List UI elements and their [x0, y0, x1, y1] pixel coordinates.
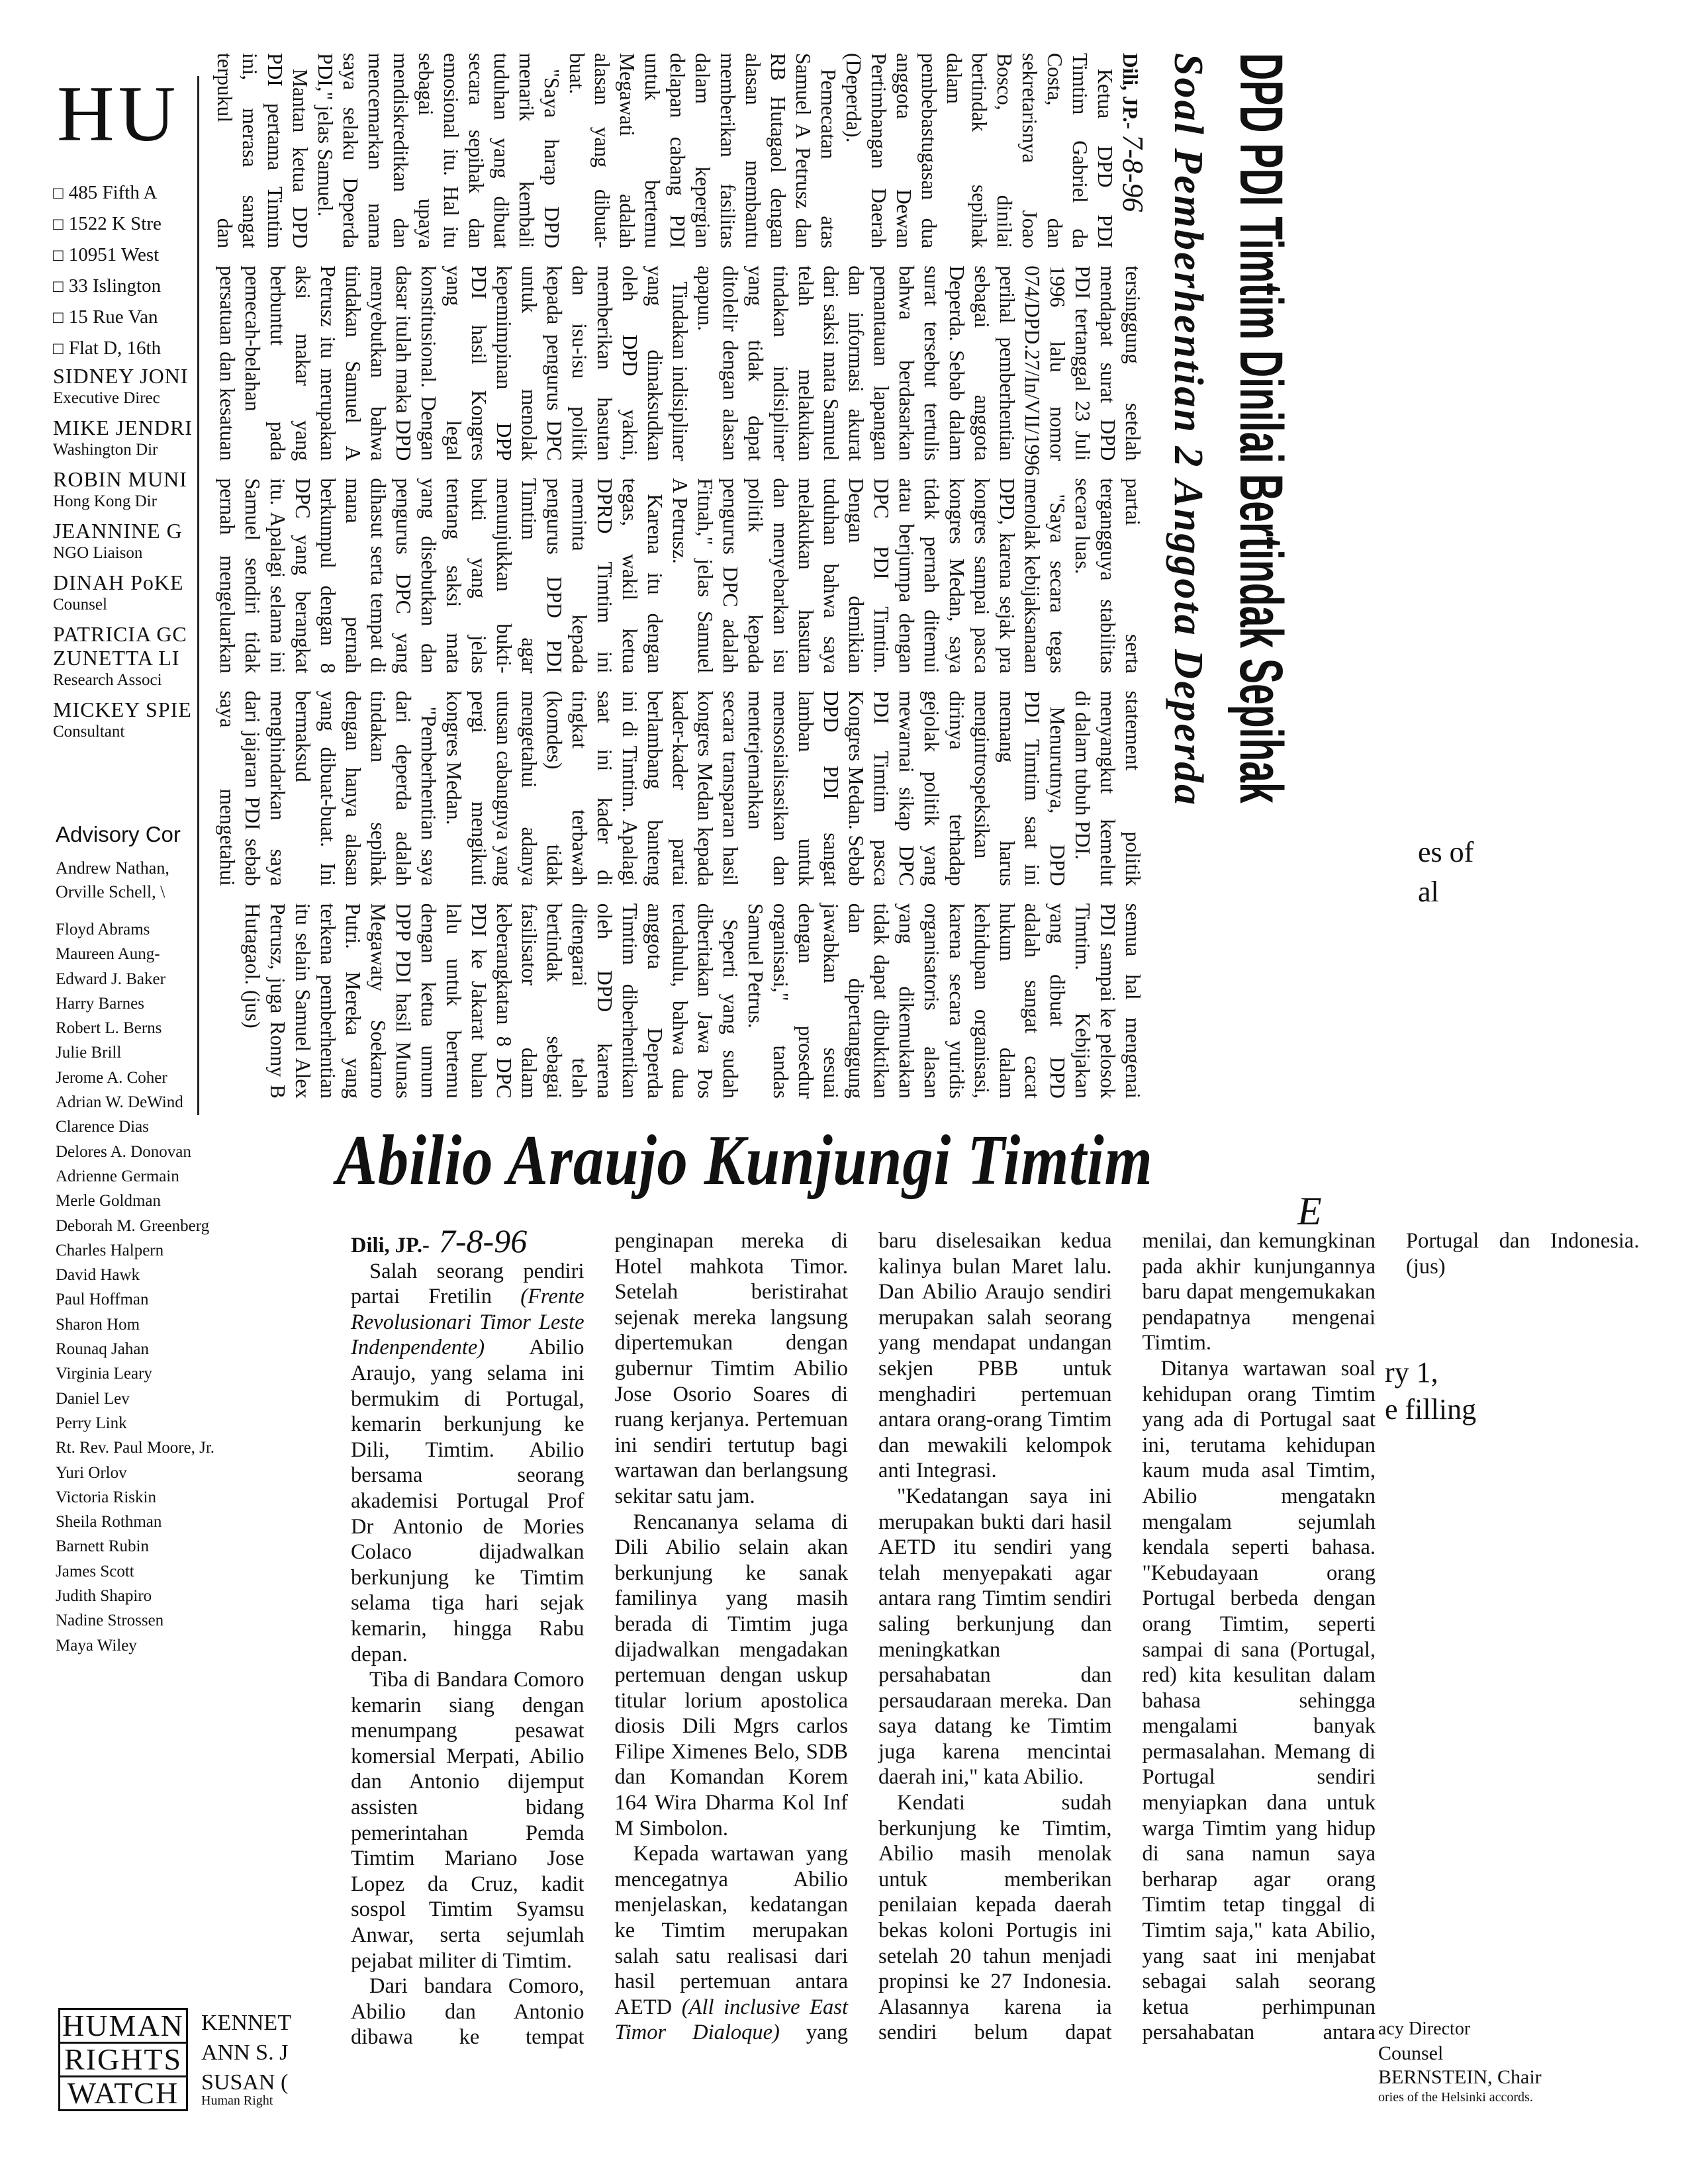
top-article-headline: DPD PDI Timtim Dinilai Bertindak Sepihak — [1227, 53, 1295, 803]
paragraph: "Saya secara tegas menolak kebijaksanaan DPD, karena sejak pra kongres sampai pasca kongres Medan, saya tidak pernah ditemui atau berjumpa dengan DPC PDI Timtim. Dengan demikian tuduhan bahwa saya melakukan hasutan dan menyebarkan isu politik kepada pengurus DPC adalah Fitnah," jelas Samuel A Petrusz. — [669, 478, 1069, 674]
footer-names — [201, 2008, 302, 2097]
staff-name: MIKE JENDRI — [53, 416, 193, 439]
paragraph: "Saya harap DPD menarik kembali tuduhan yang dibuat secara sepihak dan emosional itu. Hal itu sebagai upaya mendiskreditkan dan mencemarkan nama saya selaku Deperda PDI," jelas Samuel. — [314, 53, 563, 249]
top-article-clipping — [205, 53, 1443, 1145]
address-line: □ 15 Rue Van — [53, 302, 200, 333]
paragraph: Tiba di Bandara Comoro kemarin siang dengan menumpang pesawat komersial Merpati, Abilio dan Antonio dijemput assisten bidang pemerintahan Pemda Timtim Mariano Jose Lopez da Cruz, kadit sospol Timtim Syamsu Anwar, serta sejumlah pejabat militer di Timtim. — [351, 1668, 585, 1973]
paragraph: Mantan ketua DPD PDI pertama Timtim ini, merasa sangat terpukul dan tersinggung setelah mendapat surat DPD PDI tertanggal 23 Juli 1996 lalu nomor 074/DPD.27/In/VII/1996 perihal pemberhentian sebagai anggota Deperda. Sebab dalam surat tersebut tertulis bahwa berdasarkan pemantauan lapangan dan informasi akurat dari saksi mata Samuel telah melakukan tindakan indisipliner yang tidak dapat ditolelir dengan alasan apapun. — [213, 53, 1145, 476]
footer-right-fragment: acy Director — [1378, 2019, 1471, 2039]
advisory-name: Barnett Rubin — [56, 1537, 149, 1556]
paragraph: Dari bandara Comoro, Abilio dan Antonio dibawa ke tempat penginapan mereka di Hotel mahkota Timor. Setelah beristirahat sejenak mereka langsung dipertemukan dengan gubernur Timtim Abilio Jose Osorio Soares di ruang kerjanya. Pertemuan ini sendiri tertutup bagi wartawan dan berlangsung sekitar satu jam. — [351, 1229, 848, 2050]
advisory-name: Adrian W. DeWind — [56, 1093, 183, 1112]
staff-name: ZUNETTA LI — [53, 646, 180, 670]
paragraph: Rencananya selama di Dili Abilio selain akan berkunjung ke sanak familinya yang masih berada di Timtim juga dijadwalkan mengadakan pertemuan dengan uskup titular lorium apostolica diosis Dili Mgrs carlos Filipe Ximenes Belo, SDB dan Komandan Korem 164 Wira Dharma Kol Inf M Simbolon. — [614, 1510, 848, 1841]
logo-line: WATCH — [58, 2075, 188, 2111]
advisory-name: Rounaq Jahan — [56, 1340, 149, 1359]
staff-title: NGO Liaison — [53, 544, 143, 562]
address-line: □ 485 Fifth A — [53, 177, 200, 208]
staff-title: Executive Direc — [53, 389, 160, 407]
advisory-name: Yuri Orlov — [56, 1463, 127, 1482]
paragraph: Menurutnya, DPD PDI Timtim saat ini memang harus mengintrospeksikan dirinya terhadap gejolak politik yang mewarnai sikap DPC PDI Timtim pasca Kongres Medan. Sebab DPD PDI sangat lamban untuk mensosialisasikan dan menterjemahkan secara transparan hasil kongres Medan kepada kader-kader partai berlambang banteng ini di Timtim. Apalagi saat ini kader di tingkat terbawah (komdes) tidak mengetahui adanya utusan cabangnya yang pergi mengikuti kongres Medan. — [442, 690, 1069, 886]
letterhead-fragment: es of — [1418, 836, 1474, 868]
top-article-body — [212, 53, 1149, 1099]
staff-name: SIDNEY JONI — [53, 364, 189, 388]
footer-name: KENNET — [201, 2011, 291, 2035]
advisory-name: Sharon Hom — [56, 1315, 140, 1334]
advisory-top-list — [56, 856, 200, 904]
staff-name: ROBIN MUNI — [53, 467, 187, 491]
hrw-logo — [58, 2008, 188, 2109]
staff-name: JEANNINE G — [53, 519, 183, 543]
bottom-article-title: Abilio Araujo Kunjungi Timtim — [336, 1121, 1153, 1200]
handwritten-date: 7-8-96 — [1117, 134, 1149, 212]
advisory-name: Judith Shapiro — [56, 1587, 152, 1606]
advisory-name: James Scott — [56, 1562, 134, 1580]
address-line: □ 33 Islington — [53, 271, 200, 302]
advisory-name: Floyd Abrams — [56, 921, 150, 938]
advisory-name: Maya Wiley — [56, 1636, 137, 1655]
footer-name: ANN S. J — [201, 2040, 289, 2065]
advisory-heading: Advisory Cor — [56, 822, 181, 846]
logo-line: RIGHTS — [58, 2042, 188, 2077]
address-line: □ Flat D, 16th — [53, 333, 200, 364]
address-line: □ 1522 K Stre — [53, 208, 200, 240]
advisory-name: Charles Halpern — [56, 1241, 164, 1259]
staff-title: Research Associ — [53, 671, 162, 689]
footer-right-fragment: BERNSTEIN, Chair — [1378, 2066, 1542, 2088]
advisory-name: Maureen Aung- — [56, 945, 160, 964]
advisory-name: Daniel Lev — [56, 1389, 130, 1408]
advisory-name: Clarence Dias — [56, 1118, 149, 1136]
paragraph: Pemecatan atas Samuel A Petrusz dan RB Hutagaol dengan alasan membantu memberikan fasilitas dalam kepergian delapan cabang PDI untuk bertemu Megawati adalah alasan yang dibuat-buat. — [565, 53, 840, 249]
staff-title: Hong Kong Dir — [53, 492, 157, 510]
advisory-name: Jerome A. Coher — [56, 1068, 167, 1087]
advisory-name: Paul Hoffman — [56, 1291, 149, 1309]
staff-list — [53, 364, 200, 749]
bottom-article-dateline: Dili, JP.- — [351, 1234, 430, 1257]
top-article-subheadline: Soal Pemberhentian 2 Anggota Deperda — [1166, 53, 1211, 807]
advisory-name: Robert L. Berns — [56, 1019, 162, 1038]
advisory-name: David Hawk — [56, 1266, 140, 1285]
footer-name: SUSAN ( — [201, 2070, 289, 2095]
paragraph: Karena itu dengan tegas, wakil ketua DPRD Timtim ini meminta kepada pengurus DPD PDI Timtim agar menunjukkan bukti-bukti yang jelas tentang saksi mata yang disebutkan dan pengurus DPC yang dihasut serta tempat di mana pernah berkumpul dengan 8 DPC yang berangkat itu. Apalagi selama ini Samuel sendiri tidak pernah mengeluarkan statement politik menyangkut kemelut di dalam tubuh PDI. — [216, 478, 1145, 886]
paragraph: Tindakan indisipliner yang dimaksudkan oleh DPD yakni, memberikan hasutan dan isu-isu politik kepada pengurus DPC untuk menolak kepemimpinan DPP PDI hasil Kongres yang legal konstitusional. Dengan dasar itulah maka DPD menyebutkan bahwa tindakan Samuel A Petrusz itu merupakan aksi makar yang berbuntut pada pemecah-belahan persatuan dan kesatuan partai serta tergangguya stabilitas secara luas. — [216, 265, 1145, 674]
advisory-name: Edward J. Baker — [56, 970, 165, 988]
letterhead-fragment: e filling — [1385, 1393, 1477, 1426]
advisory-name: Sheila Rothman — [56, 1513, 162, 1531]
staff-title: Counsel — [53, 596, 107, 614]
paragraph: Ditanya wartawan soal kehidupan orang Timtim yang ada di Portugal saat ini, terutama kehidupan kaum muda asal Timtim, Abilio mengatakn mengalam sejumlah kendala seperti bahasa. "Kebudayaan orang Portugal berbeda dengan orang Timtim, seperti sampai di sana (Portugal, red) kita kesulitan dalam bahasa sehingga mengalami banyak permasalahan. Memang di Portugal sendiri menyiapkan dana untuk warga Timtim yang hidup di sana namun saya berharap agar orang Timtim tetap tinggal di Timtim saja," kata Abilio, yang saat ini menjabat sebagai salah seorang ketua perhimpunan persahabatan antara Portugal dan Indonesia. (jus) — [1142, 1229, 1640, 2045]
org-name-fragment: HU — [57, 69, 180, 158]
advisory-name: Rt. Rev. Paul Moore, Jr. — [56, 1439, 215, 1457]
paragraph: Ketua DPD PDI Timtim Gabriel da Costa, dan sekretarisnya Joao Bosco, dinilai bertindak sepihak dalam pembebastugasan dua anggota Dewan Pertimbangan Daerah (Deperda). — [842, 53, 1117, 249]
staff-title: Washington Dir — [53, 441, 158, 459]
paragraph: Kepada wartawan yang mencegatnya Abilio menjelaskan, kedatangan ke Timtim merupakan salah satu realisasi dari hasil pertemuan antara AETD (All inclusive East Timor Dialoque) yang baru diselesaikan kedua kalinya bulan Maret lalu. Dan Abilio Araujo sendiri merupakan salah seorang yang mendapat undangan sekjen PBB untuk menghadiri pertemuan antara orang-orang Timtim dan mewakili kelompok anti Integrasi. — [614, 1229, 1112, 2045]
address-line: □ 10951 West — [53, 240, 200, 271]
staff-name: MICKEY SPIE — [53, 698, 192, 721]
top-article-dateline: Dili, JP.- — [1119, 53, 1142, 130]
footer-right-fragment: ories of the Helsinki accords. — [1378, 2090, 1533, 2105]
handwritten-date: 7-8-96 — [438, 1222, 528, 1259]
advisory-name: Nadine Strossen — [56, 1612, 164, 1630]
letterhead-fragment: ry 1, — [1385, 1356, 1438, 1388]
paragraph: "Kedatangan saya ini merupakan bukti dari hasil AETD itu sendiri yang telah menyepakati agar antara rang Timtim sendiri saling berkunjung dan meningkatkan persahabatan dan persaudaraan mereka. Dan saya datang ke Timtim juga karena mencintai daerah ini," kata Abilio. — [878, 1484, 1112, 1790]
paragraph: Kendati sudah berkunjung ke Timtim, Abilio masih menolak untuk memberikan penilaian kepada daerah bekas koloni Portugis ini setelah 20 tahun menjadi propinsi ke 27 Indonesia. Alasannya karena ia sendiri belum dapat menilai, dan kemungkinan pada akhir kunjungannya baru dapat mengemukakan pendapatnya mengenai Timtim. — [878, 1229, 1376, 2045]
advisory-name: Virginia Leary — [56, 1365, 152, 1383]
paragraph: Seperti yang sudah diberitakan Jawa Pos terdahulu, bahwa dua anggota Deperda Timtim diberhentikan oleh DPD karena ditengarai telah bertindak sebagai fasilisator dalam keberangkatan 8 DPC PDI ke Jakarat bulan lalu untuk bertemu dengan ketua umum DPP PDI hasil Munas Megawaty Soekarno Putri. Mereka yang terkena pemberhentian itu selain Samuel Alex Petrusz, juga Ronny B Hutagaol. (jus) — [241, 903, 742, 1099]
advisory-name: Merle Goldman — [56, 1192, 161, 1210]
advisory-name: Adrienne Germain — [56, 1167, 179, 1185]
advisory-name: Julie Brill — [56, 1044, 122, 1062]
advisory-name: Andrew Nathan, — [56, 858, 169, 878]
address-list — [53, 177, 200, 364]
logo-line: HUMAN — [58, 2008, 188, 2044]
advisory-name: Victoria Riskin — [56, 1488, 156, 1506]
advisory-name: Orville Schell, \ — [56, 882, 165, 901]
advisory-name: Perry Link — [56, 1414, 127, 1432]
advisory-name: Delores A. Donovan — [56, 1142, 191, 1161]
footer-small-text: Human Right — [201, 2093, 273, 2108]
staff-name: PATRICIA GC — [53, 622, 187, 646]
staff-name: DINAH PoKE — [53, 570, 184, 594]
staff-title: Consultant — [53, 723, 125, 741]
advisory-name: Harry Barnes — [56, 994, 144, 1013]
handwritten-mark: E — [1297, 1189, 1322, 1233]
footer-right-fragment: Counsel — [1378, 2042, 1444, 2064]
paragraph: Salah seorang pendiri partai Fretilin (Frente Revolusionari Timor Leste Indenpendente) Abilio Araujo, yang selama ini bermukim di Portugal, kemarin berkunjung ke Dili, Timtim. Abilio bersama seorang akademisi Portugal Prof Dr Antonio de Mories Colaco dijadwalkan berkunjung ke Timtim selama tiga hari sejak kemarin, hingga Rabu depan. — [351, 1259, 585, 1666]
letterhead-fragment: al — [1418, 876, 1439, 908]
advisory-name: Deborah M. Greenberg — [56, 1216, 210, 1235]
paragraph: "Pemberhentian saya dari deperda adalah tindakan sepihak dengan hanya alasan yang dibuat-buat. Ini bermaksud menghindarkan saya dari jajaran PDI sebab saya mengetahui semua hal mengenai PDI sampai ke pelosok Timtim. Kebijakan yang dibuat DPD adalah sangat cacat hukum dalam kehidupan organisasi, karena secara yuridis organisatoris alasan yang dikemukakan tidak dapat dibuktikan dan dipertanggung jawabkan sesuai dengan prosedur organisasi," tandas Samuel Petrus. — [216, 690, 1145, 1099]
